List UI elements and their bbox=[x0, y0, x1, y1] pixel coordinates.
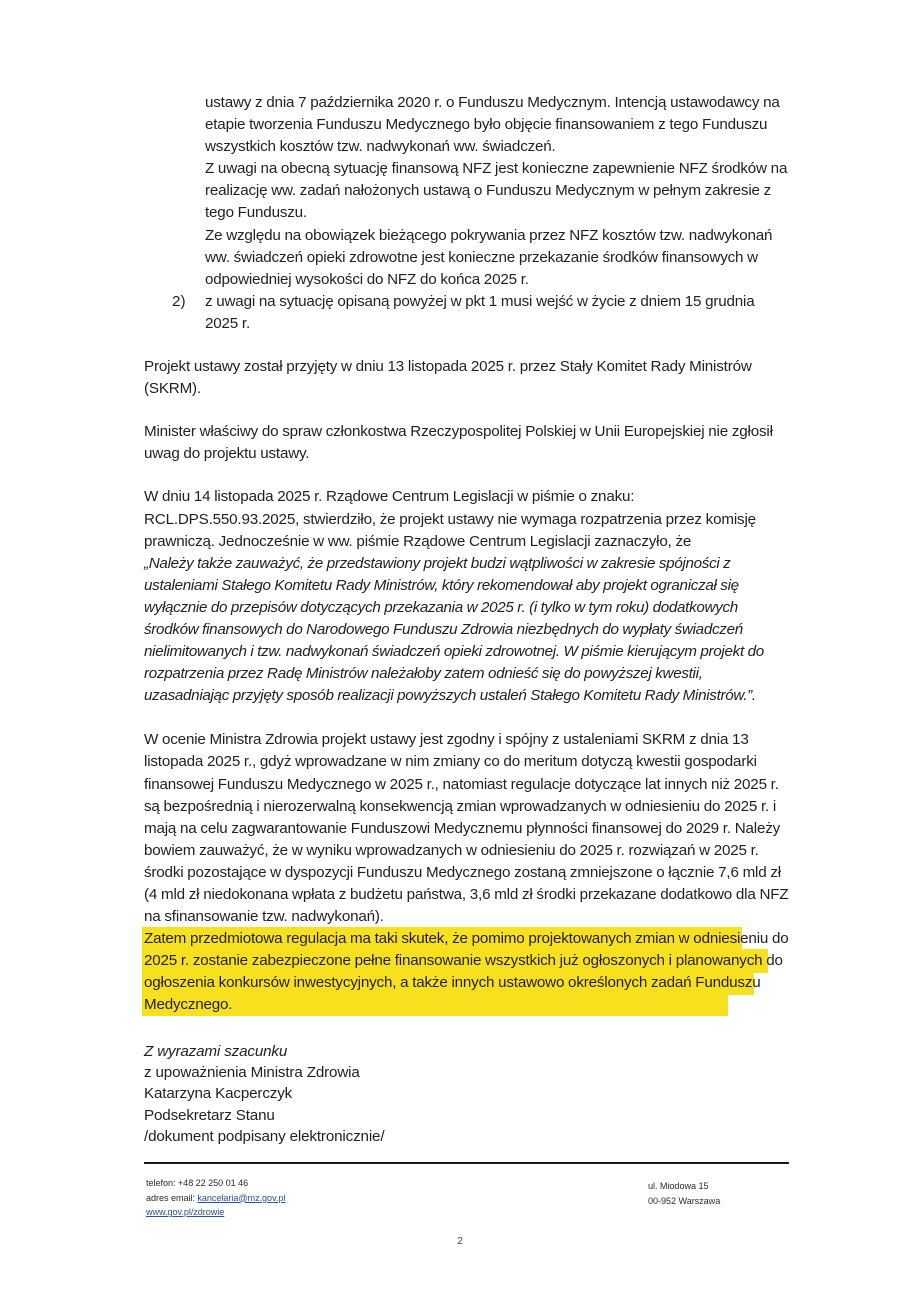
spacer bbox=[144, 400, 790, 421]
footer-address-street: ul. Miodowa 15 bbox=[648, 1181, 709, 1191]
signature-authorization: z upoważnienia Ministra Zdrowia bbox=[144, 1063, 360, 1081]
body-paragraph-skrm: Projekt ustawy został przyjęty w dniu 13 listopada 2025 r. przez Stały Komitet Rady Ministrów (SKRM). bbox=[144, 358, 752, 398]
continuation-block bbox=[205, 92, 790, 291]
footer-website-link[interactable]: www.gov.pl/zdrowie bbox=[146, 1207, 225, 1218]
rcl-quotation: „Należy także zauważyć, że przedstawiony projekt budzi wątpliwości w zakresie spójności z ustaleniami Stałego Komitetu Rady Ministrów, który rekomendował aby projekt ograniczał się wyłącznie do przepisów dotyczących przekazania w 2025 r. (i tylko w tym roku) dodatkowych środków finansowych do Narodowego Funduszu Zdrowia niezbędnych do wypłaty świadczeń nielimitowanych i tzw. nadwykonań świadczeń opieki zdrowotnej. W piśmie kierującym projekt do rozpatrzenia przez Radę Ministrów należałoby zatem odnieść się do powyższej kwestii, uzasadniając przyjęty sposób realizacji powyższych ustaleń Stałego Komitetu Rady Ministrów.”. bbox=[144, 554, 764, 705]
highlighted-section bbox=[144, 928, 790, 1016]
footer-email-label: adres email: bbox=[146, 1192, 198, 1203]
footer-address-city: 00-952 Warszawa bbox=[648, 1195, 721, 1206]
signature-block bbox=[144, 1041, 790, 1148]
footer-email-link[interactable]: kancelaria@mz.gov.pl bbox=[197, 1192, 286, 1203]
signature-esignature-note: /dokument podpisany elektronicznie/ bbox=[144, 1128, 385, 1146]
footer-contact-block bbox=[146, 1176, 285, 1220]
assessment-paragraph: W ocenie Ministra Zdrowia projekt ustawy jest zgodny i spójny z ustaleniami SKRM z dnia 13 listopada 2025 r., gdyż wprowadzane w nim zmiany co do meritum dotyczą kwestii gospodarki finansowej Funduszu Medycznego w 2025 r., natomiast regulacje dotyczące lat innych niż 2025 r. są bezpośrednią i nierozerwalną konsekwencją zmian wprowadzanych w odniesieniu do 2025 r. i mają na celu zagwarantowanie Funduszowi Medycznemu płynności finansowej do 2029 r. Należy bowiem zauważyć, że w wyniku wprowadzanych w odniesieniu do 2025 r. rozwiązań w 2025 r. środki pozostające w dyspozycji Funduszu Medycznego zostaną zmniejszone o łącznie 7,6 mld zł (4 mld zł niedokonana wpłata z budżetu państwa, 3,6 mld zł środki przekazane dodatkowo dla NFZ na sfinansowanie tzw. nadwykonań). bbox=[144, 731, 789, 926]
highlighted-paragraph: Zatem przedmiotowa regulacja ma taki skutek, że pomimo projektowanych zmian w odniesieniu do 2025 r. zostanie zabezpieczone pełne finansowanie wszystkich już ogłoszonych i planowanych do ogłoszenia konkursów inwestycyjnych, a także innych ustawowo określonych zadań Funduszu Medycznego. bbox=[144, 930, 789, 1014]
document-body bbox=[144, 92, 790, 1148]
footer-address-block bbox=[648, 1179, 720, 1208]
spacer bbox=[144, 707, 790, 729]
signature-title: Podsekretarz Stanu bbox=[144, 1106, 275, 1124]
body-paragraph-eu-minister: Minister właściwy do spraw członkostwa Rzeczypospolitej Polskiej w Unii Europejskiej nie zgłosił uwag do projektu ustawy. bbox=[144, 423, 773, 463]
signature-closing: Z wyrazami szacunku bbox=[144, 1042, 288, 1060]
footer-website-line bbox=[146, 1205, 285, 1220]
rcl-paragraph: W dniu 14 listopada 2025 r. Rządowe Centrum Legislacji w piśmie o znaku: RCL.DPS.550.93.2025, stwierdziło, że projekt ustawy nie wymaga rozpatrzenia przez komisję prawniczą. Jednocześnie w ww. piśmie Rządowe Centrum Legislacji zaznaczyło, że bbox=[144, 488, 756, 550]
continuation-paragraph-3: Ze względu na obowiązek bieżącego pokrywania przez NFZ kosztów tzw. nadwykonań ww. świadczeń opieki zdrowotne jest konieczne przekazanie środków finansowych w odpowiedniej wysokości do NFZ do końca 2025 r. bbox=[205, 226, 773, 288]
continuation-paragraph-1: ustawy z dnia 7 października 2020 r. o Funduszu Medycznym. Intencją ustawodawcy na etapie tworzenia Funduszu Medycznego było objęcie finansowaniem z tego Funduszu wszystkich kosztów tzw. nadwykonań ww. świadczeń. bbox=[205, 94, 780, 156]
footer-phone-value: +48 22 250 01 46 bbox=[177, 1178, 249, 1188]
footer-email-line bbox=[146, 1191, 285, 1206]
footer-divider bbox=[144, 1162, 789, 1164]
footer-phone-line bbox=[146, 1176, 285, 1191]
page-number: 2 bbox=[457, 1235, 463, 1247]
list-item-text: z uwagi na sytuację opisaną powyżej w pkt 1 musi wejść w życie z dniem 15 grudnia 2025 r. bbox=[205, 292, 755, 332]
continuation-paragraph-2: Z uwagi na obecną sytuację finansową NFZ jest konieczne zapewnienie NFZ środków na realizację ww. zadań nałożonych ustawą o Funduszu Medycznym w pełnym zakresie z tego Funduszu. bbox=[205, 160, 788, 222]
spacer bbox=[144, 335, 790, 356]
signature-name: Katarzyna Kacperczyk bbox=[144, 1085, 293, 1103]
spacer bbox=[144, 465, 790, 486]
list-item-marker: 2) bbox=[172, 292, 186, 310]
list-item bbox=[172, 291, 790, 335]
footer-phone-label: telefon: bbox=[146, 1178, 178, 1188]
